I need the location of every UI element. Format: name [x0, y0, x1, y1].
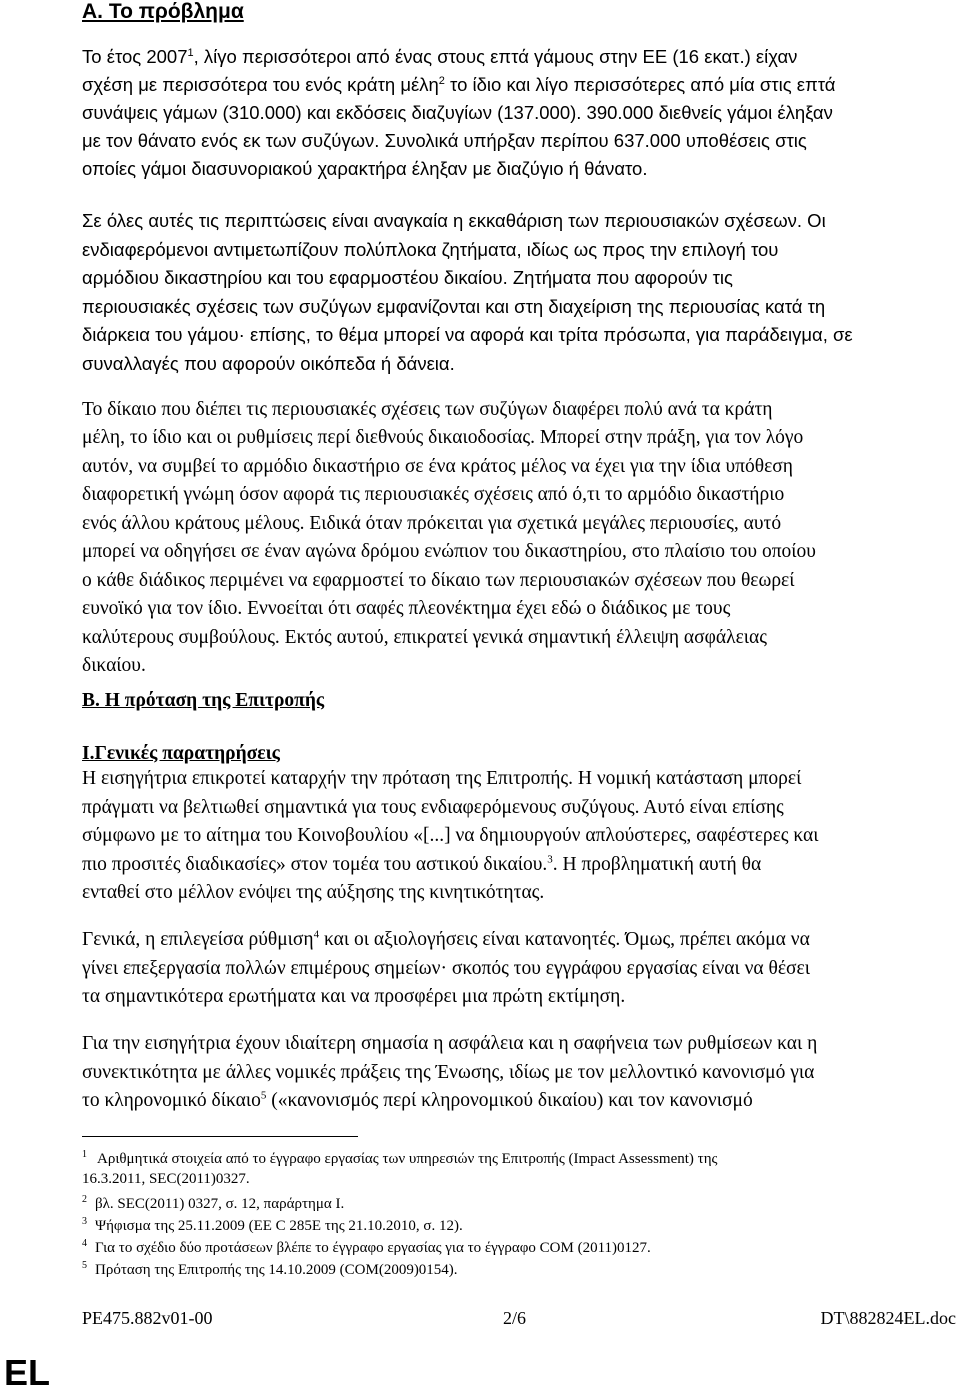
intro-line-5: οποίες γάμοι διασυνοριακού χαρακτήρα έληξαν με διαζύγιο ή θάνατο. [82, 158, 648, 179]
footnote-3: $^3$ Ψήφισμα της 25.11.2009 (ΕΕ C 285E της 21.10.2010, σ. 12). [82, 1216, 463, 1234]
footnote-ref-2[interactable]: 2 [438, 74, 445, 87]
p2-line-1: Σε όλες αυτές τις περιπτώσεις είναι αναγκαία η εκκαθάριση των περιουσιακών σχέσεων. Οι [82, 210, 826, 231]
p4-line-3: σύμφωνο με το αίτημα του Κοινοβουλίου «[...] να δημιουργούν απλούστερες, σαφέστερες και [82, 825, 819, 846]
footnote-1-cont: 16.3.2011, SEC(2011)0327. [82, 1171, 250, 1187]
intro-line-3: συνάψεις γάμων (310.000) και εκδόσεις διαζυγίων (137.000). 390.000 διεθνείς γάμοι έληξαν [82, 102, 833, 123]
p2-line-6: συναλλαγές που αφορούν οικόπεδα ή δάνεια. [82, 353, 455, 374]
p6-line-2: συνεκτικότητα με άλλες νομικές πράξεις της Ένωσης, ιδίως με τον μελλοντικό κανονισμό για [82, 1062, 815, 1083]
p3-line-4: διαφορετική γνώμη όσον αφορά τις περιουσιακές σχέσεις από ό,τι το αρμόδιο δικαστήριο [82, 484, 785, 505]
footer-page-number: 2/6 [503, 1308, 527, 1328]
subsection-i-title: I.Γενικές παρατηρήσεις [82, 743, 280, 764]
p6-line-1: Για την εισηγήτρια έχουν ιδιαίτερη σημασία η ασφάλεια και η σαφήνεια των ρυθμίσεων και η [82, 1033, 818, 1054]
footnote-2: $^2$ βλ. SEC(2011) 0327, σ. 12, παράρτημα I. [82, 1194, 345, 1212]
footer-reference: PE475.882v01-00 [82, 1308, 213, 1328]
footnote-separator [82, 1136, 358, 1137]
intro-line-4: με τον θάνατο ενός εκ των συζύγων. Συνολικά υπήρξαν περίπου 637.000 υποθέσεις στις [82, 130, 807, 151]
p3-line-7: ο κάθε διάδικος περιμένει να εφαρμοστεί το δίκαιο των περιουσιακών σχέσεων που θεωρεί [82, 570, 795, 591]
p3-line-3: αυτόν, να συμβεί το αρμόδιο δικαστήριο σε ένα κράτος μέλος να έχει για την ίδια υπόθεση [82, 456, 793, 477]
p5-line-3: τα σημαντικότερα ερωτήματα και να προσφέρει μια πρώτη εκτίμηση. [82, 986, 626, 1007]
p3-line-9: καλύτερους συμβούλους. Εκτός αυτού, επικρατεί γενικά σημαντική έλλειψη ασφάλειας [82, 627, 767, 648]
p2-line-4: περιουσιακές σχέσεις των συζύγων εμφανίζονται και στη διαχείριση της περιουσίας κατά τη [82, 296, 826, 317]
footnote-ref-4[interactable]: 4 [313, 928, 320, 941]
p3-line-5: ενός άλλου κράτους μέλους. Ειδικά όταν πρόκειται για σχετικά μεγάλες περιουσίες, αυτό [82, 513, 782, 534]
p5-line-1: Γενικά, η επιλεγείσα ρύθμιση$^4$ και οι αξιολογήσεις είναι κατανοητές. Όμως, πρέπει ακόμα να [82, 928, 810, 950]
section-a-title: Α. Το πρόβλημα [82, 0, 244, 23]
section-b-title: Β. Η πρόταση της Επιτροπής [82, 690, 325, 711]
p3-line-10: δικαίου. [82, 655, 146, 676]
p4-line-2: πράγματι να βελτιωθεί σημαντικά για τους ενδιαφερόμενους συζύγους. Αυτό είναι επίσης [82, 797, 784, 818]
intro-line-2: σχέση με περισσότερα του ενός κράτη μέλη$^2$ το ίδιο και λίγο περισσότερες από μία στις επτά [82, 74, 836, 95]
p3-line-6: μπορεί να οδηγήσει σε έναν αγώνα δρόμου ενώπιον του δικαστηρίου, στο πλαίσιο του οποίου [82, 541, 816, 562]
p4-line-1: Η εισηγήτρια επικροτεί καταρχήν την πρόταση της Επιτροπής. Η νομική κατάσταση μπορεί [82, 768, 802, 789]
intro-line-1: Το έτος 2007$^1$, λίγο περισσότεροι από ένας στους επτά γάμους στην ΕΕ (16 εκατ.) είχαν [82, 46, 798, 67]
p5-line-2: γίνει επεξεργασία πολλών επιμέρους σημείων· σκοπός του εγγράφου εργασίας είναι να θέσει [82, 958, 810, 979]
footnote-ref-5[interactable]: 5 [260, 1089, 267, 1102]
p3-line-1: Το δίκαιο που διέπει τις περιουσιακές σχέσεις των συζύγων διαφέρει πολύ ανά τα κράτη [82, 399, 773, 420]
footer-language-code: EL [4, 1352, 51, 1393]
p4-line-4: πιο προσιτές διαδικασίες» στον τομέα του αστικού δικαίου.$^3$. Η προβληματική αυτή θα [82, 853, 762, 875]
p2-line-2: ενδιαφερόμενοι αντιμετωπίζουν πολύπλοκα ζητήματα, ιδίως ως προς την επιλογή του [82, 239, 779, 260]
footnote-1: $^1$ Αριθμητικά στοιχεία από το έγγραφο εργασίας των υπηρεσιών της Επιτροπής (Impact Assessment) της [82, 1149, 718, 1167]
p3-line-2: μέλη, το ίδιο και οι ρυθμίσεις περί διεθνούς δικαιοδοσίας. Μπορεί στην πράξη, για τον λόγο [82, 427, 804, 448]
p3-line-8: ευνοϊκό για τον ίδιο. Εννοείται ότι σαφές πλεονέκτημα έχει εδώ ο διάδικος με τους [82, 598, 731, 619]
footnote-5: $^5$ Πρόταση της Επιτροπής της 14.10.2009 (COM(2009)0154). [82, 1260, 458, 1278]
p6-line-3: το κληρονομικό δίκαιο$^5$ («κανονισμός περί κληρονομικού δικαίου) και τον κανονισμό [82, 1089, 753, 1111]
footnote-ref-1[interactable]: 1 [187, 46, 194, 59]
footnote-4: $^4$ Για το σχέδιο δύο προτάσεων βλέπε το έγγραφο εργασίας για το έγγραφο COM (2011)0127. [82, 1238, 651, 1256]
footnote-ref-3[interactable]: 3 [547, 853, 553, 866]
p2-line-3: αρμόδιου δικαστηρίου και του εφαρμοστέου δικαίου. Ζητήματα που αφορούν τις [82, 267, 733, 288]
p4-line-5: ενταθεί στο μέλλον ενόψει της αύξησης της κινητικότητας. [82, 882, 545, 903]
p2-line-5: διάρκεια του γάμου· επίσης, το θέμα μπορεί να αφορά και τρίτα πρόσωπα, για παράδειγμα, σε [82, 324, 853, 345]
footer-document-name: DT\882824EL.doc [820, 1308, 956, 1328]
